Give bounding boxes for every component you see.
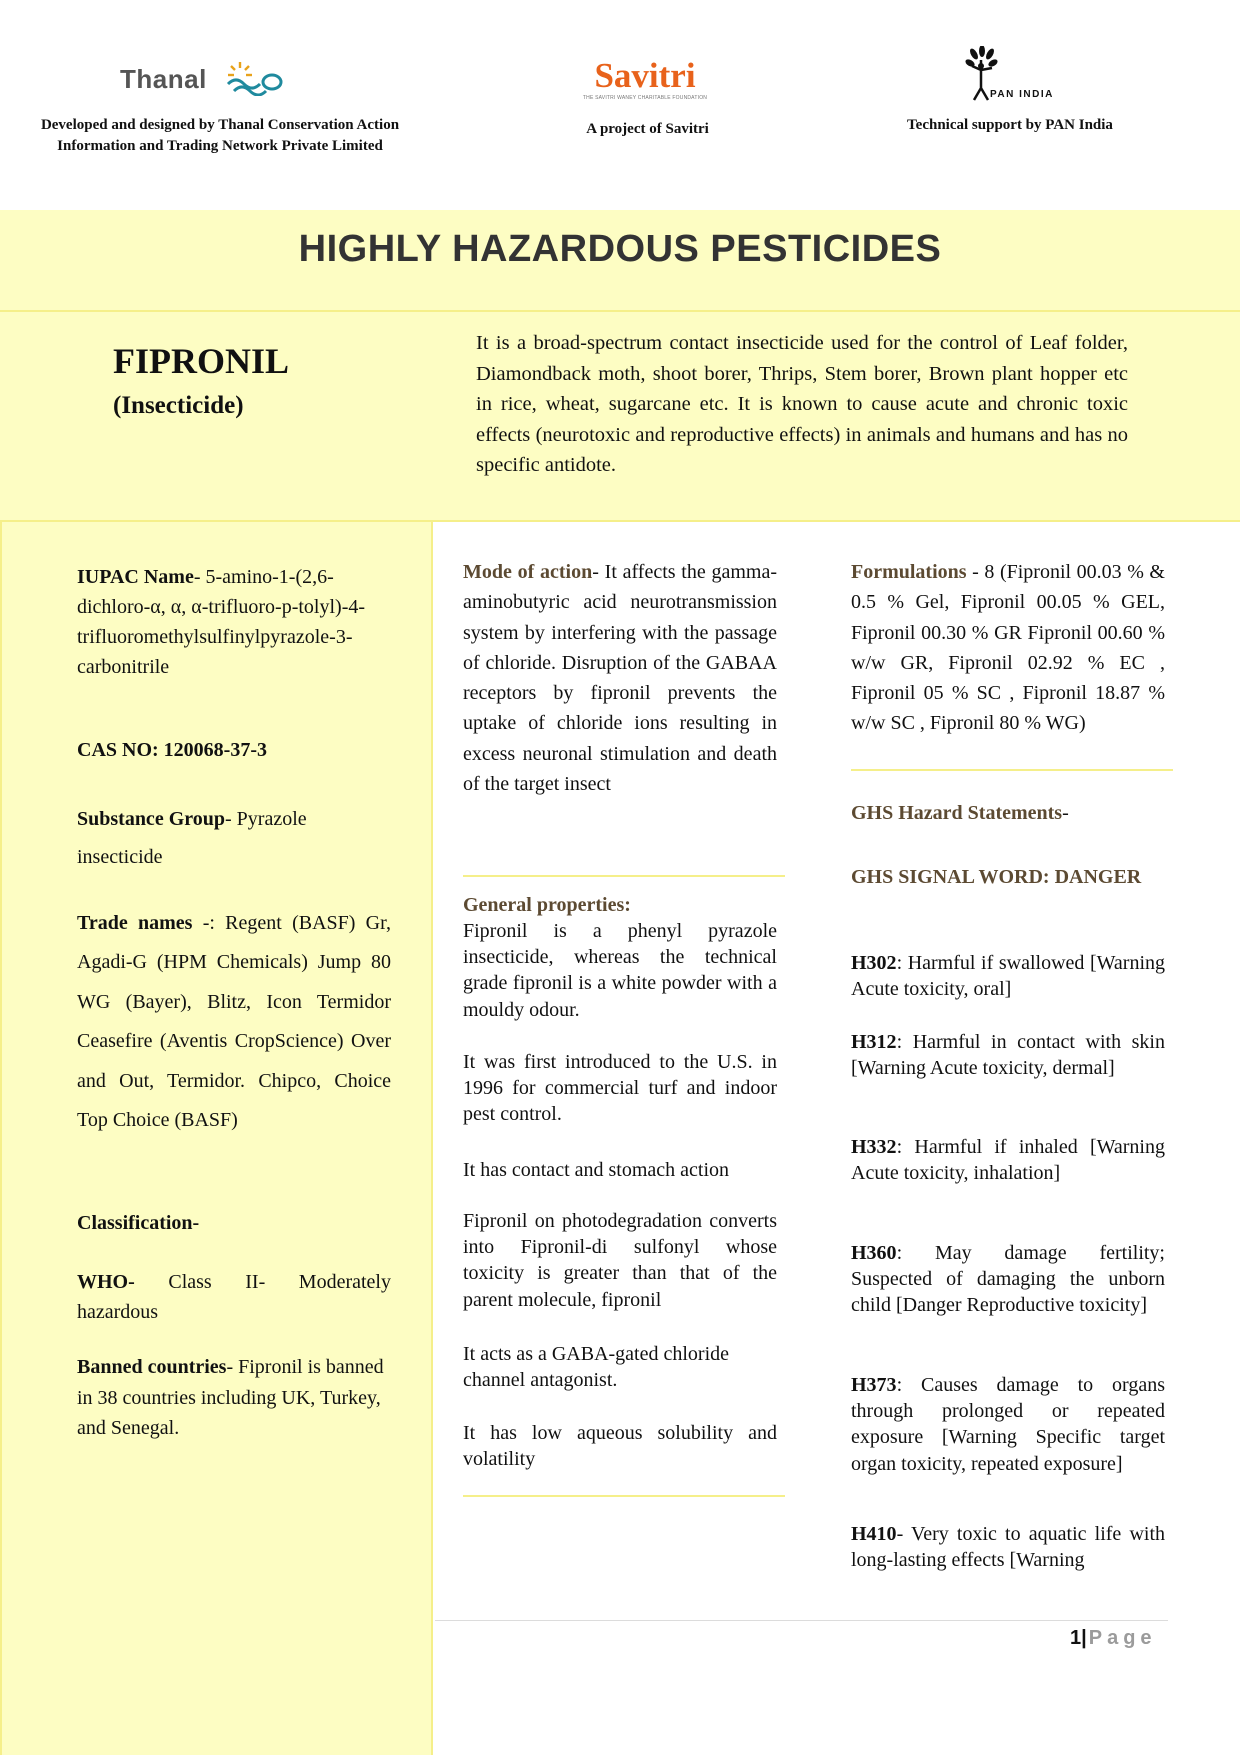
substance-group-block <box>77 800 391 876</box>
who-label: WHO- <box>77 1271 135 1293</box>
banned-countries-block <box>77 1352 391 1444</box>
hazard-statement <box>851 1521 1165 1573</box>
pan-logo-text: PAN INDIA <box>990 89 1054 100</box>
savitri-tagline: THE SAVITRI WANEY CHARITABLE FOUNDATION <box>582 95 708 101</box>
iupac-value: - 5-amino-1-(2,6-dichloro-α, α, α-trifluoro-p-tolyl)-4-trifluoromethylsulfinylpyrazole-3-carbonitrile <box>77 566 366 678</box>
hazard-statement <box>851 950 1165 1002</box>
page-word: Page <box>1088 1627 1157 1649</box>
hazard-statement <box>851 1029 1165 1081</box>
pan-india-logo <box>960 46 1070 104</box>
pan-credit: Technical support by PAN India <box>907 117 1113 133</box>
who-class-block <box>77 1267 391 1327</box>
formulations-value: - 8 (Fipronil 00.03 % & 0.5 % Gel, Fipronil 00.05 % GEL, Fipronil 00.30 % GR Fipronil 00.60 % w/w GR, Fipronil 02.92 % EC , Fipronil 05 % SC , Fipronil 18.87 % w/w SC , Fipronil 80 % WG) <box>851 561 1165 735</box>
hazard-code: H410 <box>851 1523 897 1545</box>
page-separator: | <box>1081 1627 1087 1649</box>
hazard-code: H302 <box>851 952 897 974</box>
hazard-code: H360 <box>851 1242 897 1264</box>
hazard-text: : May damage fertility; Suspected of damaging the unborn child [Danger Reproductive toxicity] <box>851 1242 1165 1317</box>
hazard-code: H332 <box>851 1136 897 1158</box>
pesticide-type: (Insecticide) <box>113 392 244 419</box>
iupac-block <box>77 562 391 682</box>
banned-countries-label: Banned countries <box>77 1356 227 1378</box>
hazard-statement <box>851 1134 1165 1186</box>
hazard-text: - Very toxic to aquatic life with long-lasting effects [Warning <box>851 1523 1165 1572</box>
iupac-label: IUPAC Name <box>77 566 194 588</box>
general-properties-heading: General properties: <box>463 894 631 916</box>
footer-divider <box>435 1620 1168 1621</box>
pesticide-intro <box>0 312 1240 522</box>
left-panel <box>0 522 433 1755</box>
page-number <box>1070 1627 1157 1650</box>
hazard-code: H312 <box>851 1031 897 1053</box>
ghs-label: GHS Hazard Statements <box>851 802 1063 824</box>
hazard-text: : Harmful if swallowed [Warning Acute toxicity, oral] <box>851 952 1165 1001</box>
general-paragraph: It acts as a GABA-gated chloride channel antagonist. <box>463 1343 730 1392</box>
general-paragraph: It was first introduced to the U.S. in 1996 for commercial turf and indoor pest control. <box>463 1051 777 1126</box>
general-properties-label <box>463 892 777 918</box>
divider-rule <box>463 1495 785 1497</box>
hazard-statement <box>851 1240 1165 1319</box>
substance-group-value: - Pyrazole insecticide <box>77 808 307 868</box>
page-title: HIGHLY HAZARDOUS PESTICIDES <box>298 228 942 270</box>
cas-number: CAS NO: 120068-37-3 <box>77 739 267 761</box>
page-header <box>0 0 1240 210</box>
page-number-value: 1 <box>1070 1627 1082 1649</box>
thanal-logo-text: Thanal <box>120 64 207 94</box>
ghs-dash: - <box>1062 802 1069 824</box>
general-paragraph: It has contact and stomach action <box>463 1159 730 1181</box>
title-banner <box>0 210 1240 312</box>
trade-names-value: -: Regent (BASF) Gr, Agadi-G (HPM Chemicals) Jump 80 WG (Bayer), Blitz, Icon Termidor Ceasefire (Aventis CropScience) Over and Out, Termidor. Chipco, Choice Top Choice (BASF) <box>77 912 391 1132</box>
hazard-text: : Harmful in contact with skin [Warning Acute toxicity, dermal] <box>851 1031 1165 1080</box>
hazard-statement <box>851 1372 1165 1477</box>
divider-rule <box>851 769 1173 771</box>
classification-label: Classification- <box>77 1212 200 1234</box>
banned-countries-value: - Fipronil is banned in 38 countries including UK, Turkey, and Senegal. <box>77 1356 384 1439</box>
trade-names-block <box>77 904 391 1140</box>
divider-rule <box>463 875 785 877</box>
mode-of-action-block <box>463 557 777 799</box>
who-value: Class II- Moderately hazardous <box>77 1271 391 1323</box>
savitri-credit: A project of Savitri <box>586 121 709 137</box>
pesticide-description: It is a broad-spectrum contact insecticide used for the control of Leaf folder, Diamondback moth, shoot borer, Thrips, Stem borer, Brown plant hopper etc in rice, wheat, sugarcane etc. It is known to cause acute and chronic toxic effects (neurotoxic and reproductive effects) in animals and humans and has no specific antidote. <box>476 332 1128 476</box>
general-paragraph: Fipronil is a phenyl pyrazole insecticide, whereas the technical grade fipronil is a white powder with a mouldy odour. <box>463 920 777 1021</box>
ghs-hazard-statements-heading <box>851 802 1165 825</box>
substance-group-label: Substance Group <box>77 808 226 830</box>
hazard-text: : Causes damage to organs through prolonged or repeated exposure [Warning Specific target organ toxicity, repeated exposure] <box>851 1374 1165 1475</box>
savitri-logo <box>560 57 730 101</box>
thanal-sun-wave-icon <box>226 60 286 96</box>
mode-of-action-value: - It affects the gamma-aminobutyric acid neurotransmission system by interfering with the passage of chloride. Disruption of the GABAA receptors by fipronil prevents the uptake of chloride ions resulting in excess neuronal stimulation and death of the target insect <box>463 561 777 796</box>
general-paragraph: It has low aqueous solubility and volatility <box>463 1422 777 1471</box>
formulations-label: Formulations <box>851 561 967 583</box>
thanal-credit: Developed and designed by Thanal Conservation Action Information and Trading Network Private Limited <box>40 117 400 154</box>
general-paragraph: Fipronil on photodegradation converts into Fipronil-di sulfonyl whose toxicity is greater than that of the parent molecule, fipronil <box>463 1210 777 1311</box>
pesticide-name: FIPRONIL <box>113 341 290 381</box>
hazard-text: : Harmful if inhaled [Warning Acute toxicity, inhalation] <box>851 1136 1165 1185</box>
trade-names-label: Trade names <box>77 912 193 934</box>
ghs-signal-word: GHS SIGNAL WORD: DANGER <box>851 866 1142 888</box>
hazard-code: H373 <box>851 1374 897 1396</box>
formulations-block <box>851 557 1165 739</box>
mode-of-action-label: Mode of action <box>463 561 593 583</box>
savitri-logo-text: Savitri <box>594 56 696 95</box>
